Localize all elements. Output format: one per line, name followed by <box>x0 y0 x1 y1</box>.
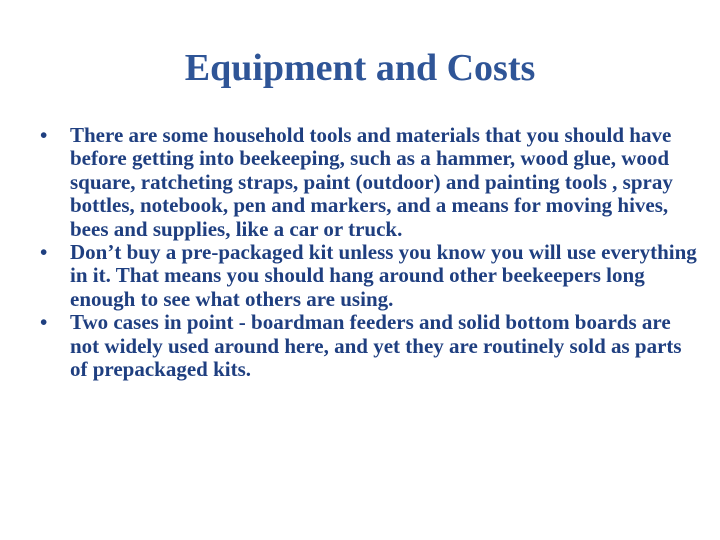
bullet-item-examples <box>36 311 700 381</box>
bullet-text: There are some household tools and materials that you should have before getting into beekeeping, such as a hammer, wood glue, wood square, ratcheting straps, paint (outdoor) and painting tools , spray bottles, notebook, pen and markers, and a means for moving hives, bees and supplies, like a car or truck. <box>70 123 673 241</box>
slide-title: Equipment and Costs <box>184 47 536 89</box>
bullet-list <box>36 124 700 381</box>
bullet-icon: • <box>40 123 48 147</box>
bullet-icon: • <box>40 240 48 265</box>
bullet-text: Don’t buy a pre-packaged kit unless you know you will use everything in it. That means you should hang around other beekeepers long enough to see what others are using. <box>70 240 697 311</box>
bullet-item-kit <box>36 241 700 311</box>
bullet-item-tools <box>36 124 700 241</box>
bullet-text: Two cases in point - boardman feeders and solid bottom boards are not widely used around here, and yet they are routinely sold as parts of prepackaged kits. <box>70 310 682 382</box>
bullet-icon: • <box>40 310 48 335</box>
